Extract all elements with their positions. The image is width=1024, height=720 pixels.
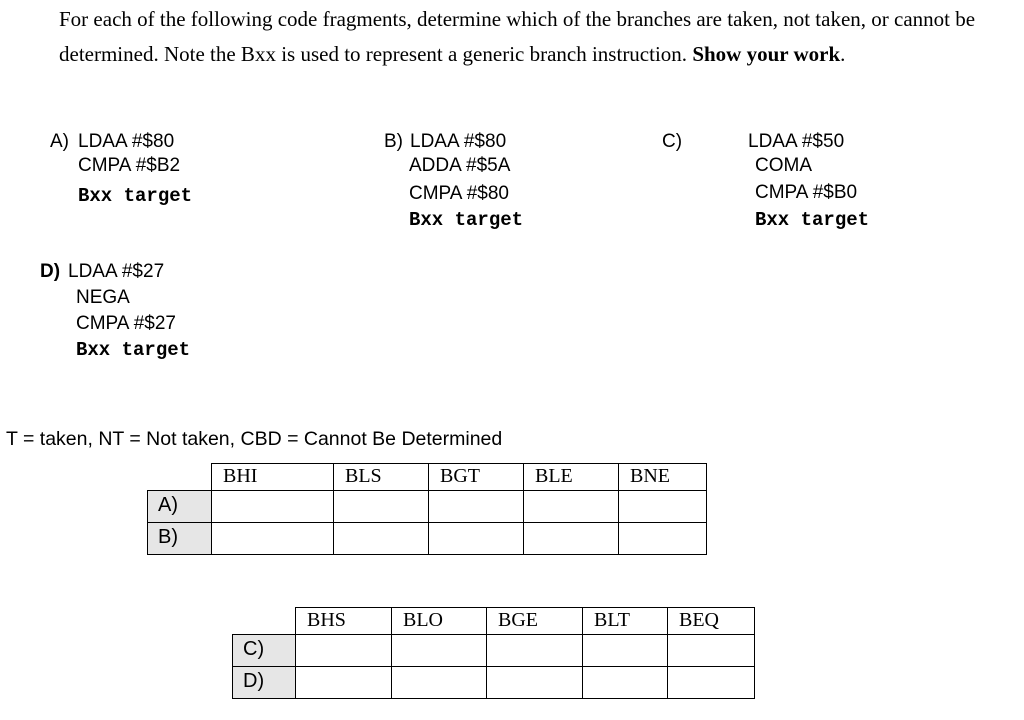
table-2-header-bhs: BHS [296,608,392,635]
fragment-b-line-1: LDAA #$80 [410,131,507,152]
instructions-text: For each of the following code fragments, determine which of the branches are taken, not taken, or cannot be determined. Note the Bxx is used to represent a generic branch instruction. [59,7,976,66]
answer-cell-d-beq[interactable] [668,667,755,699]
instructions-paragraph [59,2,1004,72]
instructions-period: . [840,42,846,66]
fragment-c-line-1: LDAA #$50 [748,131,845,152]
table-row [233,635,755,667]
fragment-c-line-4: Bxx target [755,209,870,231]
instructions-bold-text: Show your work [692,42,841,66]
table-1-header-bne: BNE [619,464,707,491]
answer-cell-d-blt[interactable] [583,667,668,699]
table-1-row-label-b: B) [148,523,212,555]
fragment-b-line-2: ADDA #$5A [409,155,511,176]
table-2-header-row [233,608,755,635]
answer-cell-a-bhi[interactable] [212,491,334,523]
table-row [148,523,707,555]
table-1-header-bgt: BGT [429,464,524,491]
answer-cell-a-bgt[interactable] [429,491,524,523]
table-1-header-row [148,464,707,491]
table-2-header-bge: BGE [487,608,583,635]
fragment-b-line-4: Bxx target [409,209,524,231]
table-1-row-label-a: A) [148,491,212,523]
branch-table-1 [147,463,707,555]
fragment-d-line-4: Bxx target [76,339,191,361]
fragment-b-label: B) [384,131,403,152]
answer-cell-c-bge[interactable] [487,635,583,667]
table-2-header-blt: BLT [583,608,668,635]
answer-cell-a-ble[interactable] [524,491,619,523]
table-1-corner [148,464,212,491]
fragment-a-line-2: CMPA #$B2 [78,155,181,176]
fragment-a-line-3: Bxx target [78,185,193,207]
answer-cell-b-bhi[interactable] [212,523,334,555]
table-row [233,667,755,699]
fragment-c-line-2: COMA [755,155,812,176]
answer-cell-c-beq[interactable] [668,635,755,667]
table-2-header-blo: BLO [392,608,487,635]
answer-cell-d-blo[interactable] [392,667,487,699]
table-row [148,491,707,523]
fragment-c-label: C) [662,131,683,152]
fragment-d-line-3: CMPA #$27 [76,313,176,334]
table-1-header-bhi: BHI [212,464,334,491]
fragment-a-line-1: LDAA #$80 [78,131,175,152]
fragment-b-line-3: CMPA #$80 [409,183,509,204]
answer-cell-a-bne[interactable] [619,491,707,523]
table-2-header-beq: BEQ [668,608,755,635]
table-2-corner [233,608,296,635]
answer-cell-b-ble[interactable] [524,523,619,555]
answer-cell-a-bls[interactable] [334,491,429,523]
answer-cell-b-bne[interactable] [619,523,707,555]
answer-cell-d-bhs[interactable] [296,667,392,699]
fragment-a-label: A) [50,131,69,152]
answer-cell-d-bge[interactable] [487,667,583,699]
fragment-c-line-3: CMPA #$B0 [755,182,858,203]
table-2-row-label-c: C) [233,635,296,667]
answer-cell-c-blt[interactable] [583,635,668,667]
answer-cell-b-bls[interactable] [334,523,429,555]
answer-cell-c-bhs[interactable] [296,635,392,667]
table-1-header-ble: BLE [524,464,619,491]
answer-cell-b-bgt[interactable] [429,523,524,555]
answer-cell-c-blo[interactable] [392,635,487,667]
legend-text: T = taken, NT = Not taken, CBD = Cannot Be Determined [6,428,503,450]
fragment-d-line-1: LDAA #$27 [68,261,165,282]
branch-table-2 [232,607,755,699]
table-2-row-label-d: D) [233,667,296,699]
fragment-d-label: D) [40,261,61,282]
fragment-d-line-2: NEGA [76,287,130,308]
table-1-header-bls: BLS [334,464,429,491]
